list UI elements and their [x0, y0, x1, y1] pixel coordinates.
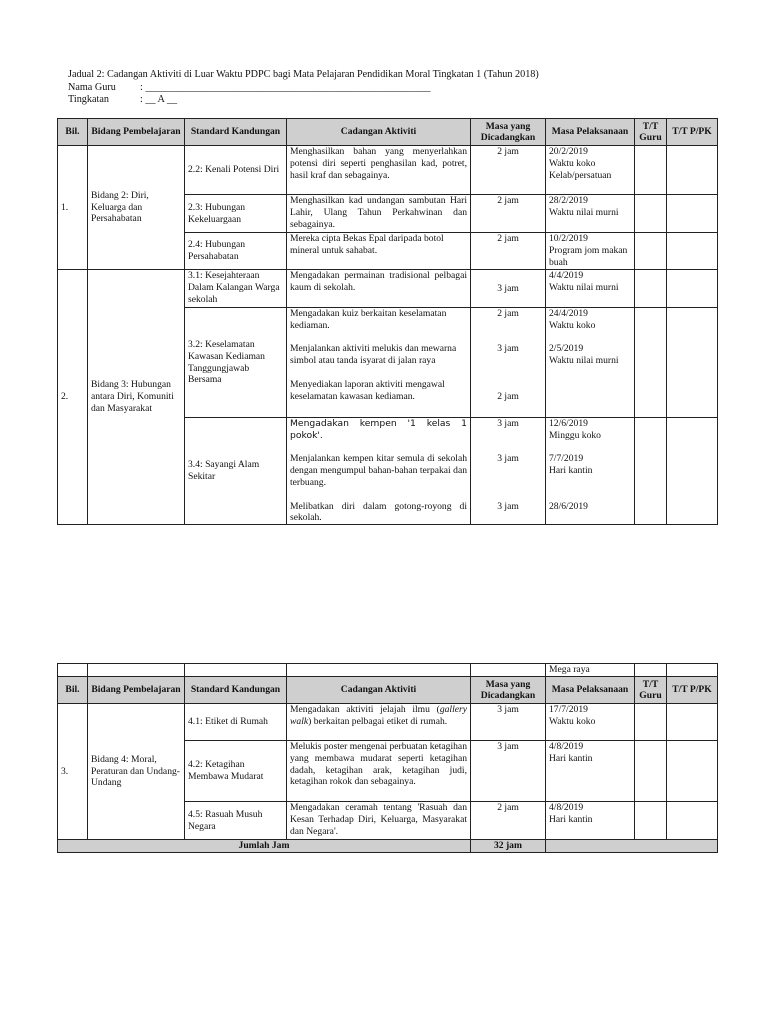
aktiviti-cell [287, 308, 471, 418]
pelaksanaan-cell: 24/4/2019 Waktu koko 2/5/2019 Waktu nilai murni [546, 308, 635, 418]
masa-cell: 2 jam [471, 146, 546, 195]
col-bidang: Bidang Pembelajaran [88, 677, 185, 704]
standard-cell: 2.4: Hubungan Persahabatan [185, 233, 287, 270]
tt-ppk-cell[interactable] [667, 233, 718, 270]
total-label: Jumlah Jam [58, 840, 471, 853]
total-row [58, 840, 718, 853]
bidang-cell: Bidang 3: Hubungan antara Diri, Komuniti dan Masyarakat [88, 270, 185, 525]
standard-cell: 2.2: Kenali Potensi Diri [185, 146, 287, 195]
tt-ppk-cell[interactable] [667, 704, 718, 741]
header-row [58, 119, 718, 146]
aktiviti-cell: Mengadakan aktiviti jelajah ilmu (gallery walk) berkaitan pelbagai etiket di rumah. [287, 704, 471, 741]
aktiviti-cell: Mengadakan permainan tradisional pelbagai kaum di sekolah. [287, 270, 471, 308]
col-pelaksanaan: Masa Pelaksanaan [546, 119, 635, 146]
aktiviti-cell [287, 418, 471, 525]
schedule-table-2 [57, 663, 718, 853]
standard-cell: 4.1: Etiket di Rumah [185, 704, 287, 741]
aktiviti-item: Menyediakan laporan aktiviti mengawal keselamatan kawasan kediaman. [290, 378, 445, 402]
schedule-table-1 [57, 118, 718, 525]
tingkatan-label: Tingkatan [68, 94, 109, 105]
bidang-cell: Bidang 2: Diri, Keluarga dan Persahabatan [88, 146, 185, 270]
table-row [58, 704, 718, 741]
col-bil: Bil. [58, 119, 88, 146]
table-row [58, 270, 718, 308]
pelaksanaan-cell: 4/8/2019 Hari kantin [546, 802, 635, 840]
aktiviti-item: Melibatkan diri dalam gotong-royong di sekolah. [290, 500, 467, 524]
nama-guru-value: : ________________________________________________________ [140, 81, 431, 93]
aktiviti-item: Mengadakan kempen '1 kelas 1 pokok'. [290, 418, 467, 441]
aktiviti-cell: Mengadakan ceramah tentang 'Rasuah dan Kesan Terhadap Diri, Keluarga, Masyarakat dan Negara'. [287, 802, 471, 840]
tt-guru-cell[interactable] [635, 741, 667, 802]
bil-cell: 2. [58, 270, 88, 525]
masa-cell: 3 jam [471, 704, 546, 741]
tt-guru-cell[interactable] [635, 802, 667, 840]
tt-guru-cell[interactable] [635, 195, 667, 233]
tt-ppk-cell[interactable] [667, 195, 718, 233]
standard-cell: 3.2: Keselamatan Kawasan Kediaman Tanggungjawab Bersama [185, 308, 287, 418]
col-bil: Bil. [58, 677, 88, 704]
masa-cell: 2 jam 3 jam 2 jam [471, 308, 546, 418]
pelaksanaan-cell: 10/2/2019 Program jom makan buah [546, 233, 635, 270]
tt-ppk-cell[interactable] [667, 270, 718, 308]
tt-ppk-cell[interactable] [667, 146, 718, 195]
col-aktiviti: Cadangan Aktiviti [287, 119, 471, 146]
col-tt-ppk: T/T P/PK [667, 677, 718, 704]
tt-ppk-cell[interactable] [667, 418, 718, 525]
tingkatan-value: : __ A __ [140, 94, 178, 105]
table-row [58, 664, 718, 677]
pelaksanaan-cell: 12/6/2019 Minggu koko 7/7/2019 Hari kantin 28/6/2019 [546, 418, 635, 525]
aktiviti-cell: Mereka cipta Bekas Epal daripada botol mineral untuk sahabat. [287, 233, 471, 270]
masa-cell: 2 jam [471, 195, 546, 233]
col-tt-guru: T/T Guru [635, 119, 667, 146]
tingkatan-row [68, 94, 539, 107]
col-masa: Masa yang Dicadangkan [471, 119, 546, 146]
tt-ppk-cell[interactable] [667, 308, 718, 418]
col-tt-ppk: T/T P/PK [667, 119, 718, 146]
bil-cell: 1. [58, 146, 88, 270]
total-value: 32 jam [471, 840, 546, 853]
top-note-cell: Mega raya [546, 664, 635, 677]
col-standard: Standard Kandungan [185, 119, 287, 146]
standard-cell: 4.2: Ketagihan Membawa Mudarat [185, 741, 287, 802]
pelaksanaan-cell: 28/2/2019 Waktu nilai murni [546, 195, 635, 233]
aktiviti-cell: Melukis poster mengenai perbuatan ketagihan yang membawa mudarat seperti ketagihan dadah, ketagihan arak, ketagihan judi, ketagihan rokok dan sebagainya. [287, 741, 471, 802]
pelaksanaan-cell: 17/7/2019 Waktu koko [546, 704, 635, 741]
pelaksanaan-cell: 4/8/2019 Hari kantin [546, 741, 635, 802]
aktiviti-cell: Menghasilkan bahan yang menyerlahkan potensi diri seperti penghasilan kad, potret, hasil kraf dan sebagainya. [287, 146, 471, 195]
nama-guru-label: Nama Guru [68, 81, 116, 93]
masa-cell: 2 jam [471, 802, 546, 840]
pelaksanaan-cell: 20/2/2019 Waktu koko Kelab/persatuan [546, 146, 635, 195]
aktiviti-cell: Menghasilkan kad undangan sambutan Hari Lahir, Ulang Tahun Perkahwinan dan sebagainya. [287, 195, 471, 233]
pelaksanaan-cell: 4/4/2019 Waktu nilai murni [546, 270, 635, 308]
col-bidang: Bidang Pembelajaran [88, 119, 185, 146]
bil-cell: 3. [58, 704, 88, 840]
nama-guru-row [68, 82, 539, 95]
document-header [68, 69, 539, 107]
standard-cell: 4.5: Rasuah Musuh Negara [185, 802, 287, 840]
col-aktiviti: Cadangan Aktiviti [287, 677, 471, 704]
document-title: Jadual 2: Cadangan Aktiviti di Luar Waktu PDPC bagi Mata Pelajaran Pendidikan Moral Tingkatan 1 (Tahun 2018) [68, 69, 539, 80]
tt-guru-cell[interactable] [635, 704, 667, 741]
aktiviti-item: Menjalankan kempen kitar semula di sekolah dengan mengumpul bahan-bahan terpakai dan terbuang. [290, 453, 467, 488]
standard-cell: 3.4: Sayangi Alam Sekitar [185, 418, 287, 525]
masa-cell: 3 jam [471, 741, 546, 802]
col-masa: Masa yang Dicadangkan [471, 677, 546, 704]
bidang-cell: Bidang 4: Moral, Peraturan dan Undang-Undang [88, 704, 185, 840]
aktiviti-item: Mengadakan kuiz berkaitan keselamatan kediaman. [290, 308, 447, 331]
tt-ppk-cell[interactable] [667, 802, 718, 840]
aktiviti-item: Menjalankan aktiviti melukis dan mewarna simbol atau tanda isyarat di jalan raya [290, 343, 457, 367]
masa-cell: 3 jam 3 jam 3 jam [471, 418, 546, 525]
standard-cell: 3.1: Kesejahteraan Dalam Kalangan Warga sekolah [185, 270, 287, 308]
standard-cell: 2.3: Hubungan Kekeluargaan [185, 195, 287, 233]
tt-guru-cell[interactable] [635, 270, 667, 308]
table-row [58, 146, 718, 195]
col-standard: Standard Kandungan [185, 677, 287, 704]
tt-guru-cell[interactable] [635, 146, 667, 195]
tt-guru-cell[interactable] [635, 418, 667, 525]
tt-guru-cell[interactable] [635, 233, 667, 270]
col-tt-guru: T/T Guru [635, 677, 667, 704]
header-row [58, 677, 718, 704]
masa-cell: 2 jam [471, 233, 546, 270]
col-pelaksanaan: Masa Pelaksanaan [546, 677, 635, 704]
tt-ppk-cell[interactable] [667, 741, 718, 802]
tt-guru-cell[interactable] [635, 308, 667, 418]
masa-cell: 3 jam [471, 270, 546, 308]
